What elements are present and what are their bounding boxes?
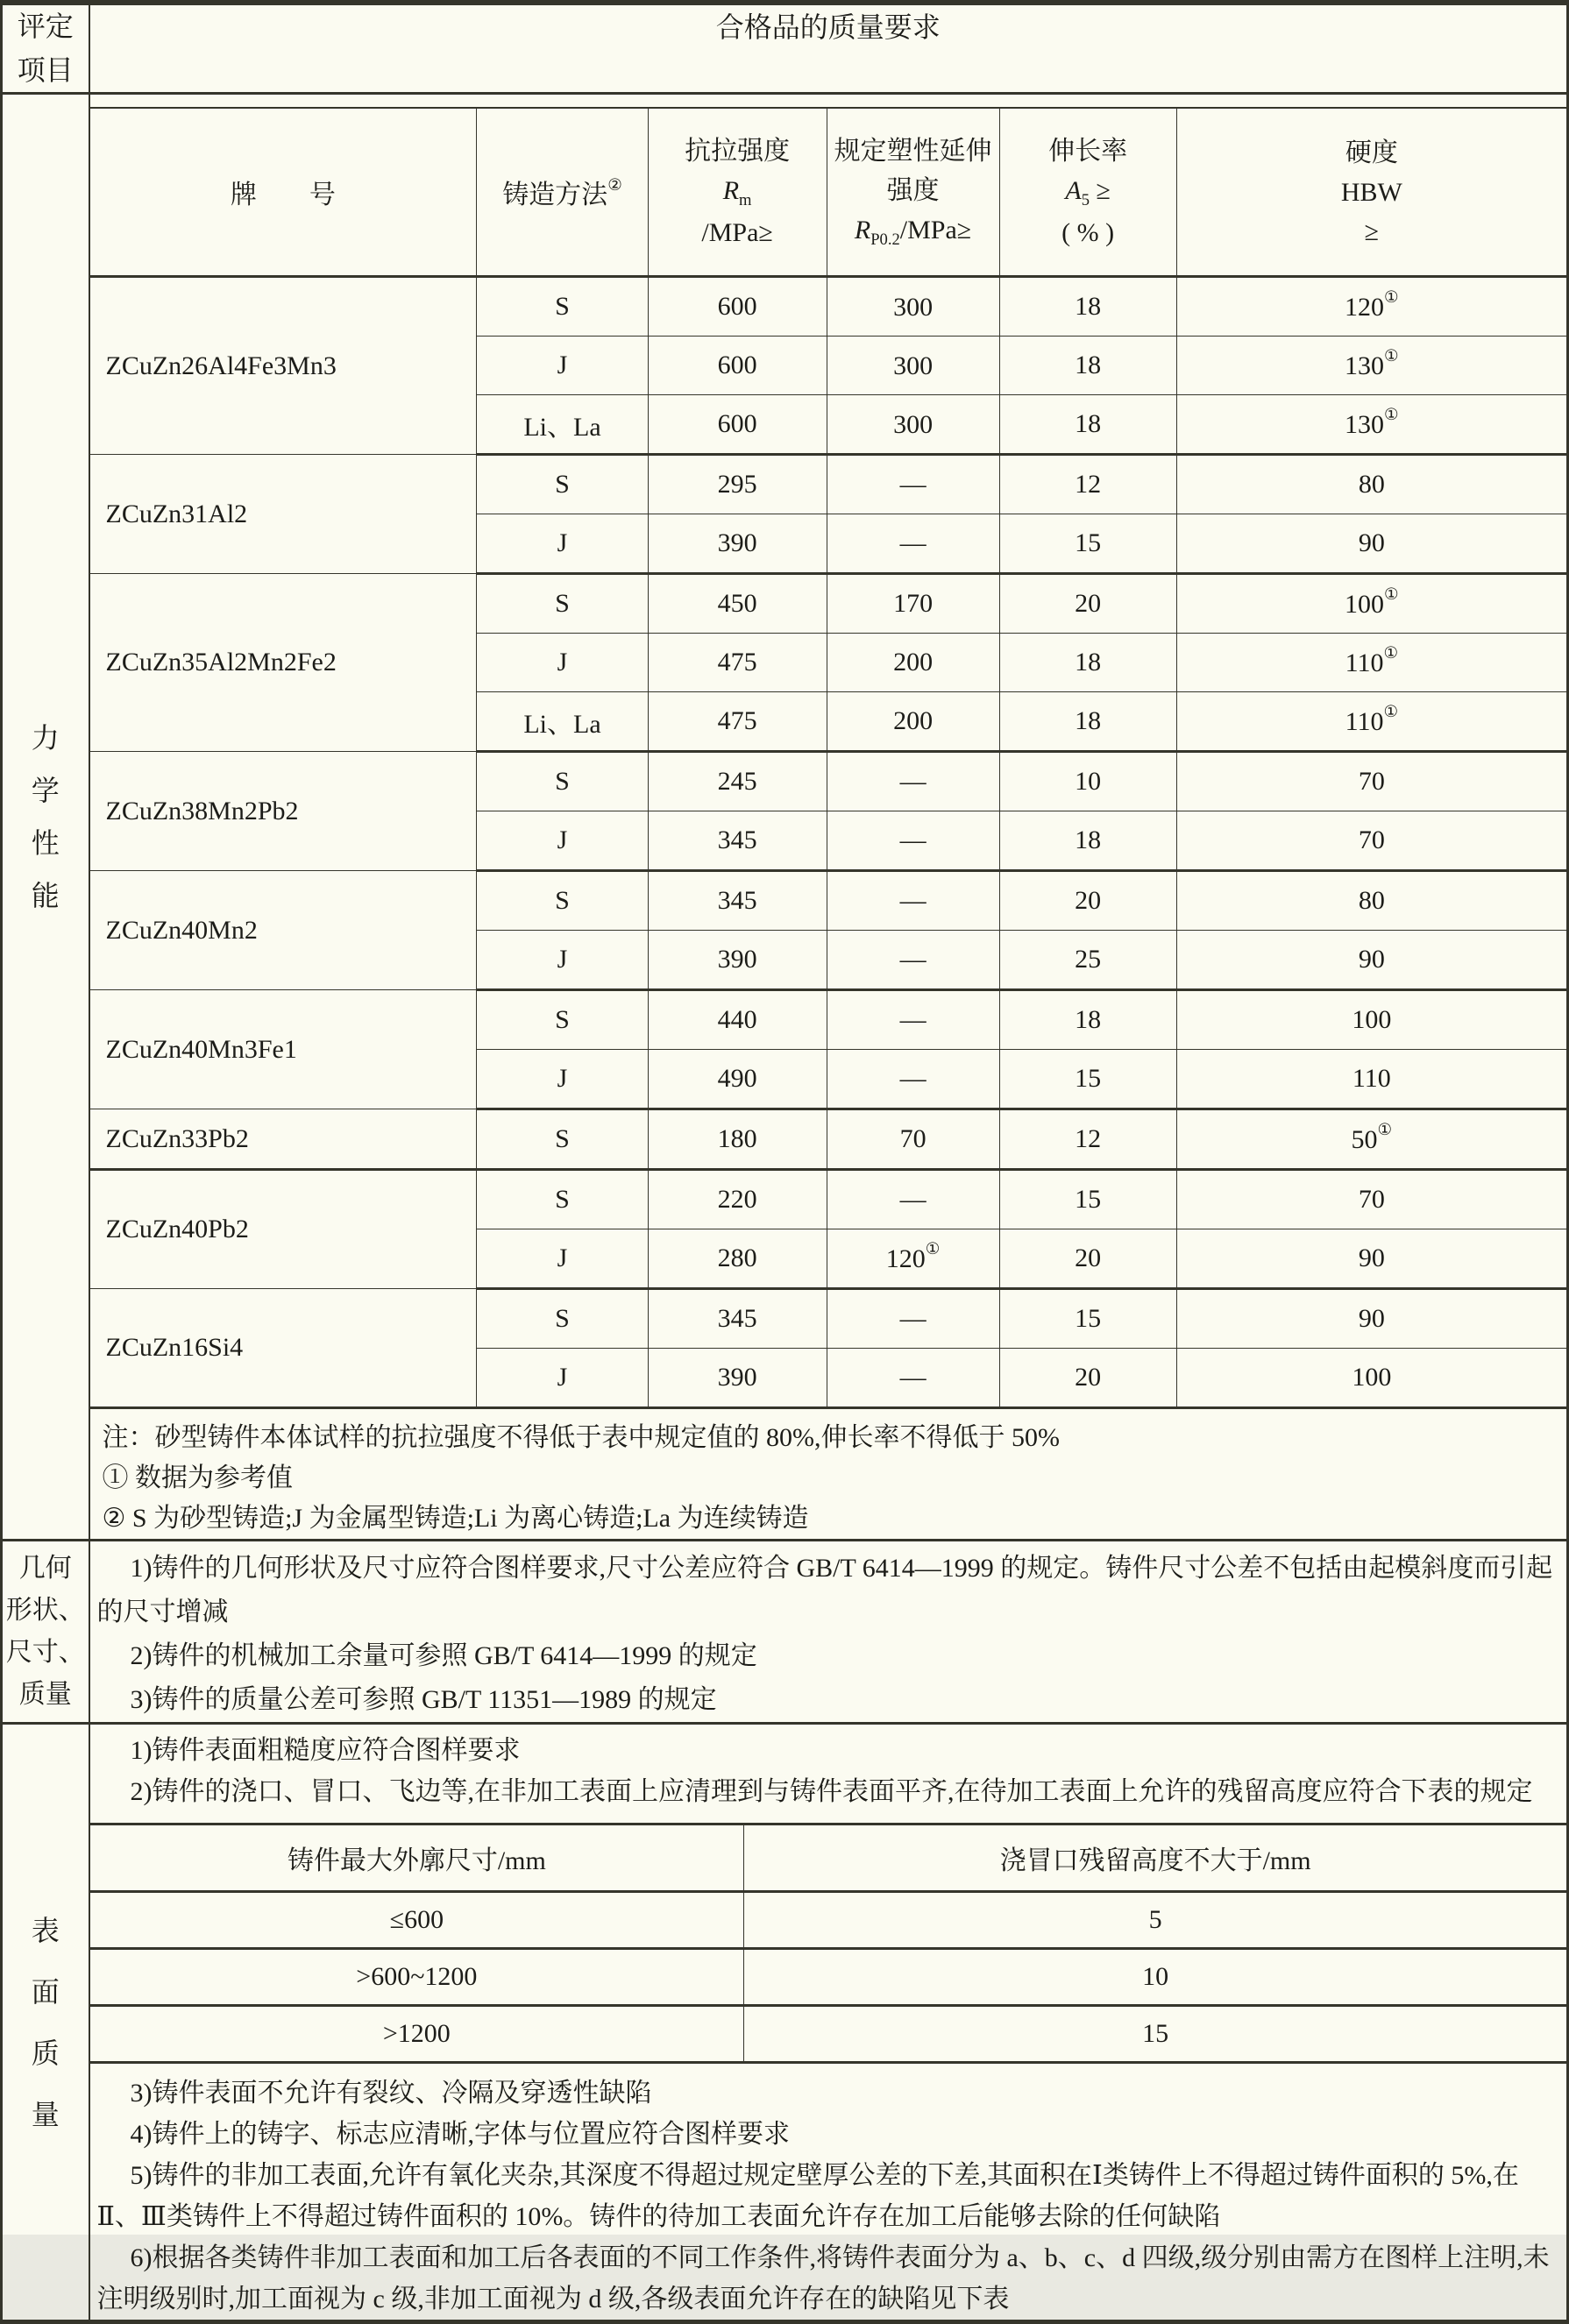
note-ref: ① — [1384, 405, 1399, 424]
a5-cell: 20 — [999, 1229, 1176, 1289]
rm-cell: 450 — [648, 574, 827, 634]
rp-cell: — — [827, 990, 999, 1050]
label-char: 量 — [31, 2098, 60, 2130]
rp-cell: 300 — [827, 277, 999, 337]
rp-cell: — — [827, 1050, 999, 1109]
rm-cell: 345 — [648, 811, 827, 871]
rp-cell: 70 — [827, 1109, 999, 1170]
note-ref: ② — [607, 176, 622, 195]
a5-cell: 15 — [999, 514, 1176, 574]
rp-cell: — — [827, 1170, 999, 1229]
hbw-cell: 100① — [1176, 574, 1566, 634]
method-cell: Li、La — [477, 692, 648, 752]
dimension-cell: ≤600 — [90, 1892, 744, 1949]
surface-item: 1)铸件表面粗糙度应符合图样要求 — [130, 1736, 521, 1766]
table-row — [90, 871, 1567, 931]
table-row — [90, 2006, 1567, 2063]
grade-cell: ZCuZn33Pb2 — [90, 1109, 477, 1170]
surface-section-label — [2, 1724, 89, 2322]
hbw-cell: 70 — [1176, 811, 1566, 871]
table-row — [90, 574, 1567, 634]
note-ref: ① — [925, 1239, 941, 1258]
rp-cell: 300 — [827, 337, 999, 395]
grade-cell: ZCuZn35Al2Mn2Fe2 — [90, 574, 477, 752]
corner-label — [2, 3, 89, 94]
hbw-cell: 110① — [1176, 634, 1566, 692]
table-row — [90, 990, 1567, 1050]
rm-cell: 600 — [648, 395, 827, 455]
hbw-cell: 110 — [1176, 1050, 1566, 1109]
hbw-cell: 100 — [1176, 990, 1566, 1050]
mech-section-label — [2, 94, 89, 1541]
hbw-cell: 120① — [1176, 277, 1566, 337]
method-cell: J — [477, 811, 648, 871]
geom-section-label — [2, 1541, 89, 1724]
surf-table-header-row — [90, 1824, 1567, 1892]
method-cell: S — [477, 1170, 648, 1229]
note-ref: ① — [1384, 287, 1399, 307]
table-row — [90, 1289, 1567, 1349]
a5-cell: 18 — [999, 692, 1176, 752]
rp-cell: — — [827, 514, 999, 574]
hbw-cell: 90 — [1176, 931, 1566, 990]
hbw-cell: 100 — [1176, 1349, 1566, 1408]
grade-cell: ZCuZn16Si4 — [90, 1289, 477, 1408]
a5-cell: 18 — [999, 811, 1176, 871]
table-row — [90, 1892, 1567, 1949]
a5-cell: 10 — [999, 752, 1176, 811]
mech-header-row — [90, 108, 1567, 277]
rp-cell: 300 — [827, 395, 999, 455]
rp-cell: — — [827, 455, 999, 514]
table-row — [90, 455, 1567, 514]
rm-cell: 390 — [648, 1349, 827, 1408]
method-cell: S — [477, 752, 648, 811]
rp-cell: — — [827, 1289, 999, 1349]
method-cell: J — [477, 1229, 648, 1289]
a5-cell: 20 — [999, 1349, 1176, 1408]
mechanical-properties-section — [2, 94, 1568, 1541]
a5-cell: 12 — [999, 455, 1176, 514]
note-ref: ① — [1377, 1120, 1393, 1139]
rm-cell: 220 — [648, 1170, 827, 1229]
rm-cell: 475 — [648, 692, 827, 752]
label-line: 形状、 — [5, 1596, 85, 1626]
rp-cell: — — [827, 1349, 999, 1408]
rm-cell: 600 — [648, 277, 827, 337]
geom-item: 2)铸件的机械加工余量可参照 GB/T 6414—1999 的规定 — [130, 1641, 757, 1671]
note-ref: ① — [1383, 643, 1399, 662]
method-cell: S — [477, 574, 648, 634]
table-row — [90, 1109, 1567, 1170]
method-cell: S — [477, 277, 648, 337]
rp-cell: — — [827, 871, 999, 931]
hbw-cell: 90 — [1176, 514, 1566, 574]
hbw-cell: 110① — [1176, 692, 1566, 752]
dimension-cell: >600~1200 — [90, 1949, 744, 2006]
height-cell: 10 — [744, 1949, 1566, 2006]
a5-cell: 20 — [999, 871, 1176, 931]
rm-cell: 345 — [648, 871, 827, 931]
surface-item: 5)铸件的非加工表面,允许有氧化夹杂,其深度不得超过规定壁厚公差的下差,其面积在Ⅰ类铸件上不得超过铸件面积的 5%,在Ⅱ、Ⅲ类铸件上不得超过铸件面积的 10%。铸件的待加工表面允许存在加工后能够去除的任何缺陷 — [96, 2161, 1519, 2232]
rm-cell: 440 — [648, 990, 827, 1050]
hbw-cell: 80 — [1176, 455, 1566, 514]
dimension-cell: >1200 — [90, 2006, 744, 2063]
method-cell: J — [477, 931, 648, 990]
method-cell: Li、La — [477, 395, 648, 455]
rm-cell: 295 — [648, 455, 827, 514]
rp-cell: 120① — [827, 1229, 999, 1289]
rm-cell: 475 — [648, 634, 827, 692]
col-header-residual-height: 浇冒口残留高度不大于/mm — [744, 1824, 1566, 1892]
geom-item: 1)铸件的几何形状及尺寸应符合图样要求,尺寸公差应符合 GB/T 6414—1999 的规定。铸件尺寸公差不包括由起模斜度而引起的尺寸增减 — [96, 1554, 1553, 1627]
method-cell: S — [477, 1289, 648, 1349]
col-header-tensile-strength: 抗拉强度 $R_m$ /MPa≥ — [648, 108, 827, 277]
height-cell: 15 — [744, 2006, 1566, 2063]
a5-cell: 25 — [999, 931, 1176, 990]
label-char: 面 — [31, 1975, 60, 2008]
hbw-cell: 90 — [1176, 1229, 1566, 1289]
method-cell: S — [477, 990, 648, 1050]
label-line: 质量 — [18, 1680, 72, 1710]
label-char: 学 — [31, 775, 60, 807]
geom-item: 3)铸件的质量公差可参照 GB/T 11351—1989 的规定 — [130, 1685, 717, 1715]
header-row — [2, 3, 1568, 94]
hbw-cell: 130① — [1176, 337, 1566, 395]
rm-cell: 345 — [648, 1289, 827, 1349]
rm-cell: 390 — [648, 931, 827, 990]
table-row — [90, 277, 1567, 337]
rp-cell: — — [827, 811, 999, 871]
note-line: ① 数据为参考值 — [102, 1463, 293, 1493]
col-header-max-dimension: 铸件最大外廓尺寸/mm — [90, 1824, 744, 1892]
method-cell: J — [477, 1349, 648, 1408]
rm-cell: 600 — [648, 337, 827, 395]
note-ref: ① — [1384, 346, 1399, 365]
col-header-proof-strength: 规定塑性延伸 强度 $R_{P0.2}/MPa\ge$ — [827, 108, 999, 277]
rp-cell: 200 — [827, 634, 999, 692]
geometry-section — [2, 1541, 1568, 1724]
label-char: 力 — [31, 722, 60, 755]
a5-cell: 12 — [999, 1109, 1176, 1170]
method-cell: J — [477, 1050, 648, 1109]
method-cell: S — [477, 871, 648, 931]
gate-riser-table — [90, 1823, 1567, 2064]
a5-cell: 15 — [999, 1050, 1176, 1109]
quality-requirements-header: 合格品的质量要求 — [89, 3, 1568, 94]
a5-cell: 18 — [999, 634, 1176, 692]
table-notes — [90, 1409, 1567, 1539]
note-ref: ① — [1384, 585, 1399, 604]
method-cell: S — [477, 1109, 648, 1170]
surface-item: 4)铸件上的铸字、标志应清晰,字体与位置应符合图样要求 — [130, 2120, 790, 2150]
col-header-hardness: 硬度 HBW ≥ — [1176, 108, 1566, 277]
grade-cell: ZCuZn40Mn3Fe1 — [90, 990, 477, 1109]
a5-cell: 18 — [999, 337, 1176, 395]
a5-cell: 18 — [999, 395, 1176, 455]
surface-item: 6)根据各类铸件非加工表面和加工后各表面的不同工作条件,将铸件表面分为 a、b、c、d 四级,级分别由需方在图样上注明,未注明级别时,加工面视为 c 级,非加工面视为 d 级,各级表面允许存在的缺陷见下表 — [96, 2243, 1550, 2314]
rm-cell: 490 — [648, 1050, 827, 1109]
note-line: ② S 为砂型铸造;J 为金属型铸造;Li 为离心铸造;La 为连续铸造 — [102, 1504, 809, 1534]
a5-cell: 18 — [999, 990, 1176, 1050]
col-header-casting-method: 铸造方法② — [477, 108, 648, 277]
note-line: 注：砂型铸件本体试样的抗拉强度不得低于表中规定值的 80%,伸长率不得低于 50% — [102, 1423, 1060, 1453]
grade-cell: ZCuZn31Al2 — [90, 455, 477, 574]
surface-item: 2)铸件的浇口、冒口、飞边等,在非加工表面上应清理到与铸件表面平齐,在待加工表面上允许的残留高度应符合下表的规定 — [130, 1777, 1533, 1807]
label-line: 几何 — [18, 1554, 72, 1584]
rm-cell: 245 — [648, 752, 827, 811]
a5-cell: 15 — [999, 1289, 1176, 1349]
surface-item: 3)铸件表面不允许有裂纹、冷隔及穿透性缺陷 — [130, 2079, 652, 2108]
hbw-cell: 50① — [1176, 1109, 1566, 1170]
grade-cell: ZCuZn38Mn2Pb2 — [90, 752, 477, 871]
grade-cell: ZCuZn26Al4Fe3Mn3 — [90, 277, 477, 455]
hbw-cell: 70 — [1176, 752, 1566, 811]
height-cell: 5 — [744, 1892, 1566, 1949]
rm-cell: 180 — [648, 1109, 827, 1170]
hbw-cell: 80 — [1176, 871, 1566, 931]
label-char: 性 — [31, 827, 60, 860]
method-cell: J — [477, 337, 648, 395]
geom-section-content — [89, 1541, 1568, 1724]
rp-cell: 200 — [827, 692, 999, 752]
surface-section-content — [89, 1724, 1568, 2322]
label-line: 尺寸、 — [5, 1638, 85, 1668]
method-cell: S — [477, 455, 648, 514]
surface-quality-section — [2, 1724, 1568, 2322]
table-row — [90, 1170, 1567, 1229]
table-row — [90, 752, 1567, 811]
mech-section-content — [89, 94, 1568, 1541]
hbw-cell: 70 — [1176, 1170, 1566, 1229]
rp-cell: — — [827, 931, 999, 990]
label-char: 表 — [31, 1914, 60, 1946]
table-row — [90, 1949, 1567, 2006]
corner-line: 评定 — [17, 11, 74, 42]
hbw-cell: 130① — [1176, 395, 1566, 455]
grade-cell: ZCuZn40Mn2 — [90, 871, 477, 990]
label-char: 质 — [31, 2037, 60, 2069]
note-ref: ① — [1383, 702, 1399, 721]
rp-cell: 170 — [827, 574, 999, 634]
mechanical-properties-table — [90, 107, 1567, 1409]
a5-cell: 20 — [999, 574, 1176, 634]
col-header-grade: 牌 号 — [90, 108, 477, 277]
rm-cell: 390 — [648, 514, 827, 574]
grade-cell: ZCuZn40Pb2 — [90, 1170, 477, 1289]
method-cell: J — [477, 514, 648, 574]
a5-cell: 15 — [999, 1170, 1176, 1229]
rm-cell: 280 — [648, 1229, 827, 1289]
rp-cell: — — [827, 752, 999, 811]
method-cell: J — [477, 634, 648, 692]
col-header-elongation: 伸长率 $A_5$ ≥ ( % ) — [999, 108, 1176, 277]
label-char: 能 — [31, 880, 60, 912]
corner-line: 项目 — [17, 53, 74, 86]
hbw-cell: 90 — [1176, 1289, 1566, 1349]
a5-cell: 18 — [999, 277, 1176, 337]
